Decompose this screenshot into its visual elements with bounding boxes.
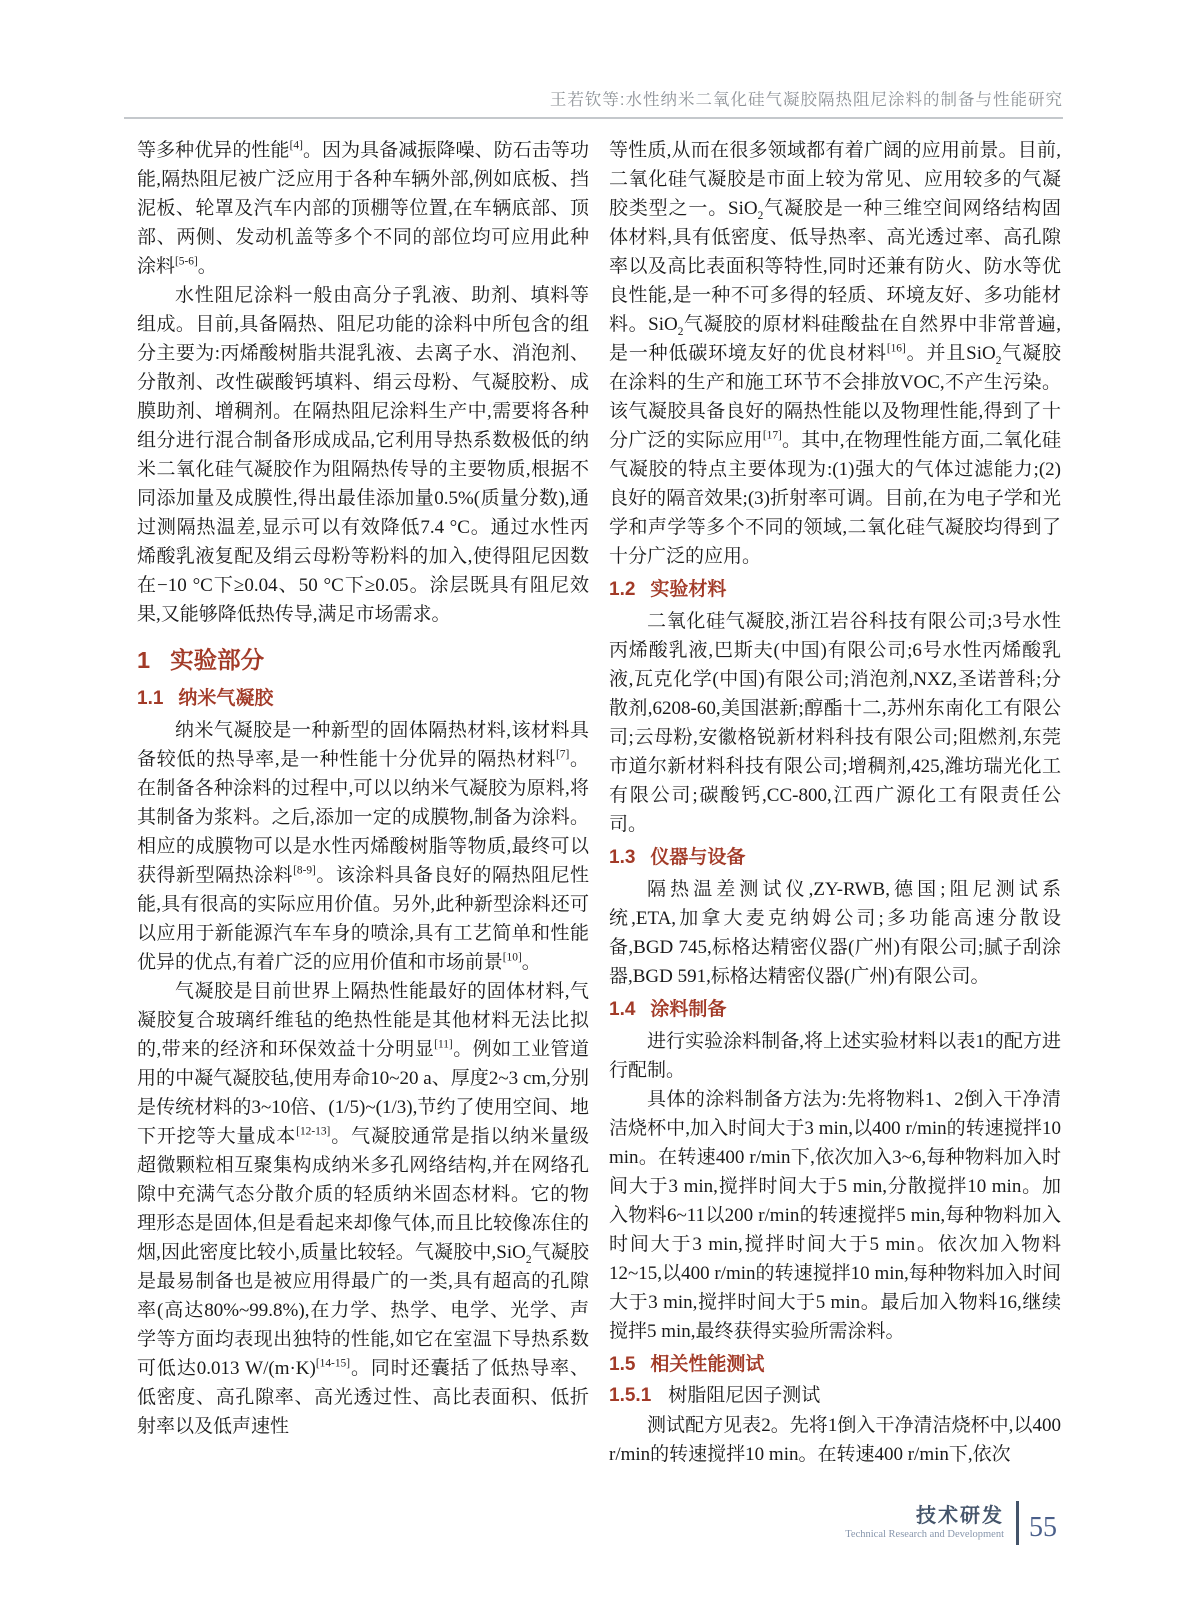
section-title: 纳米气凝胶	[178, 688, 274, 709]
footer-section	[845, 1505, 1004, 1542]
section-title: 实验部分	[170, 647, 265, 673]
paragraph: 二氧化硅气凝胶,浙江岩谷科技有限公司;3号水性丙烯酸乳液,巴斯夫(中国)有限公司;6号水性丙烯酸乳液,瓦克化学(中国)有限公司;消泡剂,NXZ,圣诺普科;分散剂,6208-60,美国湛新;醇酯十二,苏州东南化工有限公司;云母粉,安徽格锐新材料科技有限公司;阻燃剂,东莞市道尔新材料科技有限公司;增稠剂,425,潍坊瑞光化工有限公司;碳酸钙,CC-800,江西广源化工有限责任公司。	[609, 611, 1061, 835]
paragraph: 等性质,从而在很多领域都有着广阔的应用前景。目前,二氧化硅气凝胶是市面上较为常见、应用较多的气凝胶类型之一。SiO$_2$气凝胶是一种三维空间网络结构固体材料,具有低密度、低导热率、高光透过率、高孔隙率以及高比表面积等特性,同时还兼有防火、防水等优良性能,是一种不可多得的轻质、环境友好、多功能材料。SiO$_2$气凝胶的原材料硅酸盐在自然界中非常普遍,是一种低碳环境友好的优良材料[16]。并且SiO$_2$气凝胶在涂料的生产和施工环节不会排放VOC,不产生污染。该气凝胶具备良好的隔热性能以及物理性能,得到了十分广泛的实际应用[17]。其中,在物理性能方面,二氧化硅气凝胶的特点主要体现为:(1)强大的气体过滤能力;(2)良好的隔音效果;(3)折射率可调。目前,在为电子学和光学和声学等多个不同的领域,二氧化硅气凝胶均得到了十分广泛的应用。	[609, 140, 1061, 567]
paragraph: 等多种优异的性能[4]。因为具备减振降噪、防石击等功能,隔热阻尼被广泛应用于各种车辆外部,例如底板、挡泥板、轮罩及汽车内部的顶棚等位置,在车辆底部、顶部、两侧、发动机盖等多个不同的部位均可应用此种涂料[5-6]。	[137, 139, 589, 277]
section-heading-1.5.1	[609, 1382, 1061, 1409]
section-title: 涂料制备	[650, 999, 727, 1020]
citation-ref: [4]	[289, 139, 303, 152]
section-number: 1	[137, 647, 151, 673]
running-title: 王若钦等:水性纳米二氧化硅气凝胶隔热阻尼涂料的制备与性能研究	[549, 91, 1063, 109]
citation-ref: [12-13]	[296, 1125, 331, 1138]
chemical-subscript: 2	[757, 209, 764, 222]
section-title: 相关性能测试	[650, 1354, 765, 1375]
section-title: 实验材料	[650, 579, 727, 600]
citation-ref: [10]	[502, 951, 522, 964]
paragraph: 隔热温差测试仪,ZY-RWB,德国;阻尼测试系统,ETA,加拿大麦克纳姆公司;多功能高速分散设备,BGD 745,标格达精密仪器(广州)有限公司;腻子刮涂器,BGD 591,标格达精密仪器(广州)有限公司。	[609, 879, 1061, 987]
section-number: 1.3	[609, 847, 636, 868]
section-number: 1.5	[609, 1354, 636, 1375]
citation-ref: [8-9]	[293, 864, 316, 877]
paragraph: 进行实验涂料制备,将上述实验材料以表1的配方进行配制。	[609, 1031, 1061, 1081]
chemical-subscript: 2	[677, 325, 684, 338]
column-right	[609, 136, 1061, 1469]
section-heading-1.3	[609, 844, 1061, 871]
header-divider	[124, 117, 1063, 119]
section-heading-1.1	[137, 685, 589, 712]
section-heading-1.4	[609, 996, 1061, 1023]
chemical-subscript: 2	[525, 1253, 532, 1266]
footer-section-title-en: Technical Research and Development	[845, 1528, 1004, 1540]
citation-ref: [11]	[434, 1038, 453, 1051]
citation-ref: [14-15]	[315, 1357, 351, 1370]
page-footer	[845, 1496, 1057, 1550]
section-number: 1.5.1	[609, 1385, 652, 1406]
section-title: 树脂阻尼因子测试	[668, 1385, 821, 1406]
section-heading-1.5	[609, 1351, 1061, 1378]
section-number: 1.2	[609, 579, 636, 600]
citation-ref: [17]	[762, 429, 782, 442]
paragraph: 具体的涂料制备方法为:先将物料1、2倒入干净清洁烧杯中,加入时间大于3 min,以400 r/min的转速搅拌10 min。在转速400 r/min下,依次加入3~6,每种物料加入时间大于3 min,搅拌时间大于5 min,分散搅拌10 min。加入物料6~11以200 r/min的转速搅拌5 min,每种物料加入时间大于3 min,搅拌时间大于5 min。依次加入物料12~15,以400 r/min的转速搅拌10 min,每种物料加入时间大于3 min,搅拌时间大于5 min。最后加入物料16,继续搅拌5 min,最终获得实验所需涂料。	[609, 1089, 1061, 1342]
section-heading-1	[137, 644, 589, 676]
paragraph: 气凝胶是目前世界上隔热性能最好的固体材料,气凝胶复合玻璃纤维毡的绝热性能是其他材料无法比拟的,带来的经济和环保效益十分明显[11]。例如工业管道用的中凝气凝胶毡,使用寿命10~20 a、厚度2~3 cm,分别是传统材料的3~10倍、(1/5)~(1/3),节约了使用空间、地下开挖等大量成本[12-13]。气凝胶通常是指以纳米量级超微颗粒相互聚集构成纳米多孔网络结构,并在网络孔隙中充满气态分散介质的轻质纳米固态材料。它的物理形态是固体,但是看起来却像气体,而且比较像冻住的烟,因此密度比较小,质量比较轻。气凝胶中,SiO$_2$气凝胶是最易制备也是被应用得最广的一类,具有超高的孔隙率(高达80%~99.8%),在力学、热学、电学、光学、声学等方面均表现出独特的性能,如它在室温下导热系数可低达0.013 W/(m·K)[14-15]。同时还囊括了低热导率、低密度、高孔隙率、高光透过性、高比表面积、低折射率以及低声速性	[137, 981, 589, 1437]
page-number: 55	[1029, 1512, 1057, 1543]
article-body	[137, 136, 1061, 1469]
citation-ref: [16]	[886, 342, 906, 355]
column-left	[137, 136, 589, 1469]
chemical-subscript: 2	[995, 354, 1002, 367]
citation-ref: [7]	[555, 748, 570, 761]
paragraph: 水性阻尼涂料一般由高分子乳液、助剂、填料等组成。目前,具备隔热、阻尼功能的涂料中所包含的组分主要为:丙烯酸树脂共混乳液、去离子水、消泡剂、分散剂、改性碳酸钙填料、绢云母粉、气凝胶粉、成膜助剂、增稠剂。在隔热阻尼涂料生产中,需要将各种组分进行混合制备形成成品,它利用导热系数极低的纳米二氧化硅气凝胶作为阻隔热传导的主要物质,根据不同添加量及成膜性,得出最佳添加量0.5%(质量分数),通过测隔热温差,显示可以有效降低7.4 °C。通过水性丙烯酸乳液复配及绢云母粉等粉料的加入,使得阻尼因数在−10 °C下≥0.04、50 °C下≥0.05。涂层既具有阻尼效果,又能够降低热传导,满足市场需求。	[137, 285, 589, 625]
citation-ref: [5-6]	[175, 255, 198, 268]
section-number: 1.1	[137, 688, 164, 709]
section-heading-1.2	[609, 576, 1061, 603]
paragraph: 纳米气凝胶是一种新型的固体隔热材料,该材料具备较低的热导率,是一种性能十分优异的隔热材料[7]。在制备各种涂料的过程中,可以以纳米气凝胶为原料,将其制备为浆料。之后,添加一定的成膜物,制备为涂料。相应的成膜物可以是水性丙烯酸树脂等物质,最终可以获得新型隔热涂料[8-9]。该涂料具备良好的隔热阻尼性能,具有很高的实际应用价值。另外,此种新型涂料还可以应用于新能源汽车车身的喷涂,具有工艺简单和性能优异的优点,有着广泛的应用价值和市场前景[10]。	[137, 720, 589, 973]
section-title: 仪器与设备	[650, 847, 746, 868]
footer-section-title-cn: 技术研发	[916, 1504, 1004, 1527]
footer-divider-bar	[1016, 1501, 1019, 1545]
paragraph: 测试配方见表2。先将1倒入干净清洁烧杯中,以400 r/min的转速搅拌10 min。在转速400 r/min下,依次	[609, 1415, 1061, 1465]
section-number: 1.4	[609, 999, 636, 1020]
